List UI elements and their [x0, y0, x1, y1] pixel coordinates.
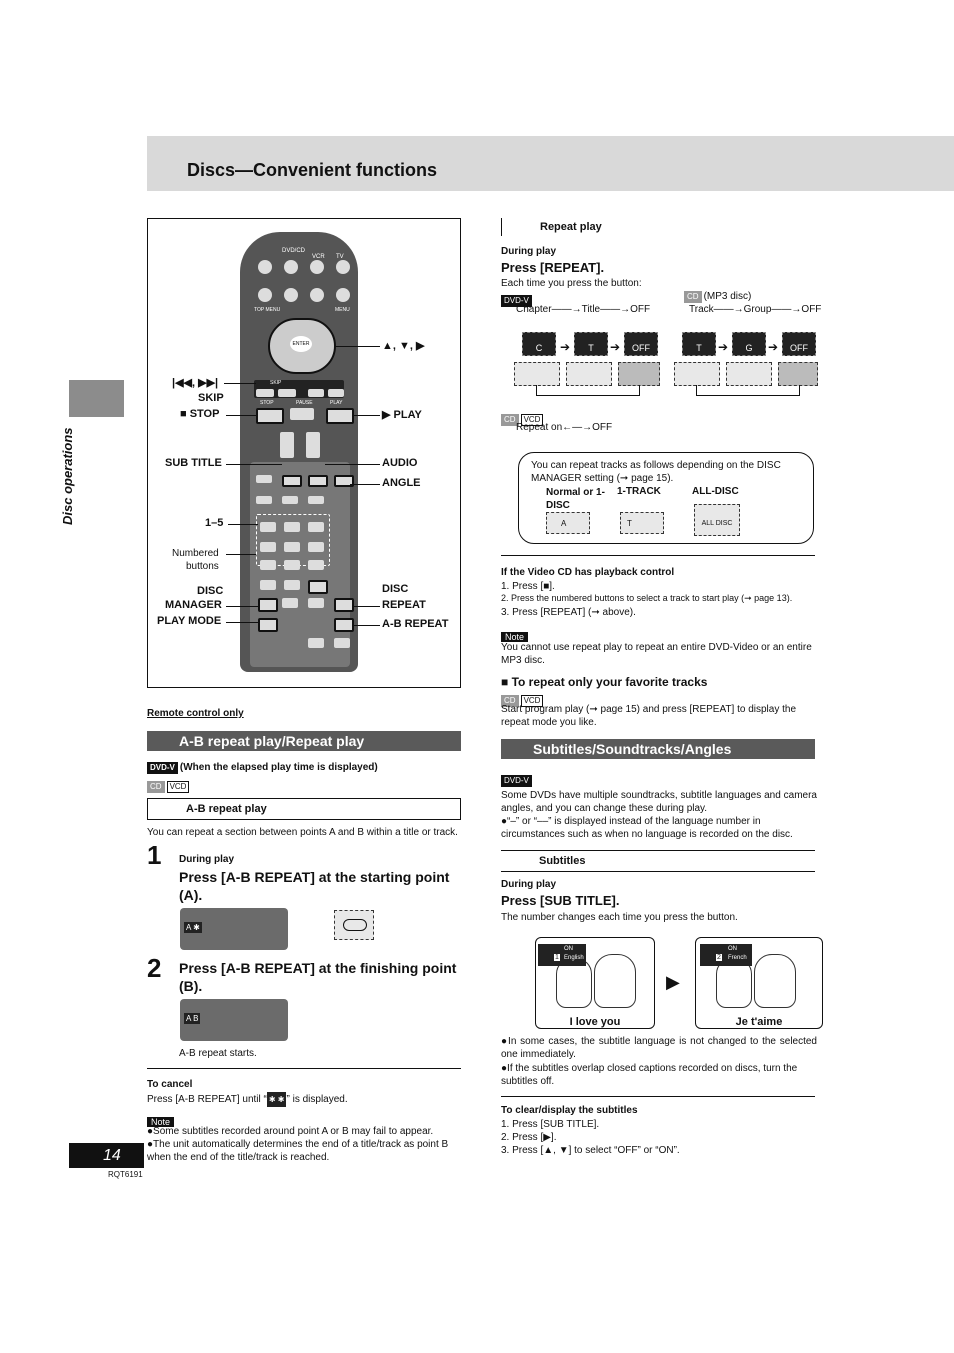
vcd-step-1: 1. Press [■].	[501, 581, 555, 592]
caption-english: I love you	[569, 1016, 621, 1028]
cancel-icon: ✱ ✱	[267, 1092, 287, 1107]
chip-t: T	[574, 332, 608, 356]
num-key-5	[284, 542, 300, 552]
subs-intro: Some DVDs have multiple soundtracks, subtitle languages and camera angles, and you can change these during play.	[501, 790, 817, 814]
label-play: ▶ PLAY	[382, 409, 422, 421]
search-back-key	[308, 389, 324, 397]
repeat-box-rule	[501, 218, 502, 236]
osd-left-num: 1	[555, 954, 559, 961]
mode-track: 1-TRACK	[617, 486, 661, 497]
fav-title: ■ To repeat only your favorite tracks	[501, 675, 708, 689]
key-dvdcd: DVD/CD	[282, 248, 306, 254]
icon-box-off	[618, 362, 660, 386]
leader-angle	[350, 484, 380, 485]
setup-key	[256, 475, 272, 483]
cancel-key	[308, 598, 324, 608]
remote-caption: Remote control only	[147, 708, 244, 719]
clear-step-3: 3. Press [▲, ▼] to select “OFF” or “ON”.	[501, 1145, 680, 1156]
subtitle-key	[282, 475, 302, 487]
osd-ab-label: A B	[186, 1014, 199, 1023]
label-arrows: ▲, ▼, ▶	[382, 340, 425, 352]
repeat-when: During play	[501, 246, 557, 257]
repeat-loop-icon	[343, 919, 367, 931]
test-key	[282, 496, 298, 504]
pmemory-key	[308, 638, 324, 648]
icon-box-t-mp3	[674, 362, 720, 386]
leader-stop	[226, 415, 256, 416]
osd-a	[180, 908, 288, 950]
power-key	[258, 260, 272, 274]
chip-t-mp3: T	[682, 332, 716, 356]
angle-key	[334, 475, 354, 487]
enter-key: ENTER	[290, 336, 312, 352]
leader-manager	[226, 606, 258, 607]
repeat-note-label: Note	[501, 632, 528, 642]
osd-left-lang: English	[564, 955, 584, 961]
repeat-seq-mp3: Track——→Group——→OFF	[689, 304, 822, 315]
cycle-line-mp3	[696, 385, 800, 396]
key-menu: MENU	[335, 307, 350, 313]
subs-bullet: ●“–” or “––” is displayed instead of the language number in circumstances such as when no language is recorded on the disc.	[501, 816, 793, 840]
play-arrow-icon: ▶	[666, 972, 680, 992]
ab-repeat-key	[334, 618, 354, 632]
play-mode-key	[282, 598, 298, 608]
chip-off: OFF	[624, 332, 658, 356]
mode-normal: Normal or 1-DISC	[546, 487, 605, 511]
scene-french	[695, 937, 823, 1029]
plus10-key	[308, 580, 328, 594]
label-subtitle: SUB TITLE	[165, 457, 222, 469]
page-title: Discs—Convenient functions	[187, 160, 438, 180]
caption-french: Je t'aime	[735, 1016, 783, 1028]
step1-text: Press [A-B REPEAT] at the starting point (A).	[179, 869, 450, 903]
leader-subtitle	[226, 464, 282, 465]
tag-cd: CD	[147, 781, 165, 793]
repeat-note-text: You cannot use repeat play to repeat an entire DVD-Video or an entire MP3 disc.	[501, 642, 812, 666]
key-round-7	[336, 288, 350, 302]
step2-text: Press [A-B REPEAT] at the finishing point (B).	[179, 960, 457, 994]
label-repeat: REPEAT	[382, 599, 426, 611]
play-mode-key-2	[258, 618, 278, 632]
leader-ab-repeat	[352, 625, 380, 626]
label-ab-repeat: A-B REPEAT	[382, 618, 449, 630]
sfc-key	[308, 496, 324, 504]
vcd-step-3: 3. Press [REPEAT] (➞ above).	[501, 607, 636, 618]
step1-when: During play	[179, 854, 235, 865]
clear-title: To clear/display the subtitles	[501, 1105, 638, 1116]
clear-step-2: 2. Press [▶].	[501, 1132, 557, 1143]
subs-press: Press [SUB TITLE].	[501, 893, 620, 908]
mode-chip-a: A	[546, 512, 590, 534]
arrow-icon: ➔	[718, 340, 729, 354]
subs-when: During play	[501, 879, 557, 890]
bubble-text: You can repeat tracks as follows depending on the DISC MANAGER setting (➞ page 15).	[531, 460, 781, 484]
num-key-0	[260, 580, 276, 590]
num-key-6	[308, 542, 324, 552]
key-round-5	[284, 288, 298, 302]
cdvcd-tag-vcd: VCD	[521, 414, 544, 426]
page-number: 14	[69, 1143, 144, 1168]
key-tv: TV	[336, 254, 344, 260]
ab-discs-note: (When the elapsed play time is displayed)	[179, 762, 378, 773]
ab-note-1: ●Some subtitles recorded around point A or B may fail to appear.	[147, 1126, 434, 1137]
ab-note-label: Note	[147, 1117, 174, 1127]
ab-starts: A-B repeat starts.	[179, 1048, 257, 1059]
arrow-icon: ➔	[768, 340, 779, 354]
osd-a-label: A ✱	[186, 923, 200, 932]
leader-one-five	[228, 524, 258, 525]
tag-dvdv: DVD-V	[147, 762, 178, 774]
cycle-line-dvd	[536, 385, 640, 396]
num-key-10	[284, 580, 300, 590]
osd-right-num: 2	[717, 954, 721, 961]
key-top-menu: TOP MENU	[254, 307, 281, 313]
key-round-1	[284, 260, 298, 274]
stop-key	[256, 408, 284, 424]
label-skip: SKIP	[198, 392, 224, 404]
mode-chip-t: T	[620, 512, 664, 534]
disc-manager-key	[258, 598, 278, 612]
label-buttons: buttons	[186, 561, 219, 572]
display-key	[256, 496, 272, 504]
fav-text: Start program play (➞ page 15) and press [REPEAT] to display the repeat mode you like.	[501, 704, 796, 728]
key-round-4	[258, 288, 272, 302]
fav-tag-vcd: VCD	[521, 695, 544, 707]
vcd-title: If the Video CD has playback control	[501, 567, 675, 578]
leader-play-mode	[226, 622, 258, 623]
key-play-label: PLAY	[330, 400, 343, 406]
key-skip-label: SKIP	[270, 380, 282, 386]
leader-repeat	[352, 606, 380, 607]
ab-section-title: A-B repeat play/Repeat play	[147, 731, 461, 751]
repeat-box-title: Repeat play	[540, 221, 602, 233]
subs-changes: The number changes each time you press the button.	[501, 912, 738, 923]
subs-box-title: Subtitles	[501, 850, 815, 872]
label-disc: DISC	[197, 585, 224, 597]
label-stop: ■ STOP	[180, 408, 220, 420]
chip-off-mp3: OFF	[782, 332, 816, 356]
label-audio: AUDIO	[382, 457, 418, 469]
cancel-title: To cancel	[147, 1079, 193, 1090]
subs-tag-dvdv: DVD-V	[501, 775, 532, 787]
page-header	[147, 136, 954, 191]
face-man-icon	[594, 954, 636, 1008]
label-skip-icons: |◀◀, ▶▶|	[172, 377, 219, 389]
arrow-icon: ➔	[610, 340, 621, 354]
num-key-1	[260, 522, 276, 532]
face-man-icon	[754, 954, 796, 1008]
cancel-post: ” is displayed.	[286, 1094, 348, 1105]
label-one-five: 1–5	[205, 517, 224, 529]
clear-step-1: 1. Press [SUB TITLE].	[501, 1119, 600, 1130]
skip-forward-key	[278, 389, 296, 397]
label-angle: ANGLE	[382, 477, 421, 489]
icon-box-t	[566, 362, 612, 386]
channel-key	[280, 432, 294, 458]
icon-box-g	[726, 362, 772, 386]
repeat-key	[334, 598, 354, 612]
cdvcd-seq: Repeat on←—→OFF	[516, 422, 613, 433]
label-manager: MANAGER	[165, 599, 222, 611]
subs-note-1: ●In some cases, the subtitle language is not changed to the selected one immediately.	[501, 1036, 817, 1060]
subs-section-title: Subtitles/Soundtracks/Angles	[501, 739, 815, 759]
step2-number: 2	[147, 953, 162, 983]
key-pause-label: PAUSE	[296, 400, 313, 406]
repeat-seq-dvd: Chapter——→Title——→OFF	[516, 304, 651, 315]
search-forward-key	[328, 389, 344, 397]
pause-key	[290, 408, 314, 420]
num-key-3	[308, 522, 324, 532]
osd-right-lang: French	[728, 955, 747, 961]
label-numbered: Numbered	[172, 548, 219, 559]
timer-key	[334, 638, 350, 648]
repeat-mp3: (MP3 disc)	[703, 291, 752, 302]
leader-numbered	[226, 554, 256, 555]
osd-left-on: ON	[564, 946, 573, 952]
cdvcd-tag-cd: CD	[501, 414, 519, 426]
divider	[501, 1096, 815, 1097]
chip-g: G	[732, 332, 766, 356]
ab-note-2: ●The unit automatically determines the end of a title/track as point B when the end of the title/track is reached.	[147, 1139, 449, 1163]
section-tab	[69, 380, 124, 417]
arrow-icon: ➔	[560, 340, 571, 354]
leader-arrows	[334, 346, 380, 347]
divider	[147, 1068, 461, 1069]
subs-note-2: ●If the subtitles overlap closed captions recorded on discs, turn the subtitles off.	[501, 1063, 798, 1087]
num-key-2	[284, 522, 300, 532]
repeat-tag-dvdv: DVD-V	[501, 295, 532, 307]
fav-tag-cd: CD	[501, 695, 519, 707]
ab-box-title: A-B repeat play	[147, 798, 461, 820]
leader-skip	[224, 383, 256, 384]
divider	[501, 555, 815, 556]
volume-key	[306, 432, 320, 458]
label-play-mode: PLAY MODE	[157, 615, 222, 627]
key-vcr: VCR	[312, 254, 325, 260]
osd-right-on: ON	[728, 946, 737, 952]
cancel-pre: Press [A-B REPEAT] until “	[147, 1094, 267, 1105]
chip-c: C	[522, 332, 556, 356]
repeat-press: Press [REPEAT].	[501, 260, 605, 275]
num-key-7	[260, 560, 276, 570]
tag-vcd: VCD	[167, 781, 190, 793]
key-round-3	[336, 260, 350, 274]
skip-back-key	[256, 389, 274, 397]
leader-play	[352, 415, 380, 416]
key-round-2	[310, 260, 324, 274]
repeat-icon-box	[334, 910, 374, 940]
doc-code: RQT6191	[108, 1170, 143, 1179]
icon-box-off-mp3	[778, 362, 818, 386]
num-key-8	[284, 560, 300, 570]
vcd-step-2: 2. Press the numbered buttons to select a track to start play (➞ page 13).	[501, 593, 793, 603]
num-key-4	[260, 542, 276, 552]
mode-all: ALL-DISC	[692, 486, 739, 497]
key-round-6	[310, 288, 324, 302]
leader-audio	[325, 464, 380, 465]
repeat-each: Each time you press the button:	[501, 278, 642, 289]
label-disc-right: DISC	[382, 583, 409, 595]
ab-intro: You can repeat a section between points A and B within a title or track.	[147, 827, 458, 838]
audio-key	[308, 475, 328, 487]
num-key-9	[308, 560, 324, 570]
mode-chip-all: ALL DISC	[694, 504, 740, 536]
play-key	[326, 408, 354, 424]
icon-box-c	[514, 362, 560, 386]
osd-ab	[180, 999, 288, 1041]
scene-english	[535, 937, 655, 1029]
repeat-tag-cd: CD	[684, 291, 702, 303]
side-label: Disc operations	[60, 427, 75, 525]
step1-number: 1	[147, 840, 162, 870]
key-stop-label: STOP	[260, 400, 274, 406]
